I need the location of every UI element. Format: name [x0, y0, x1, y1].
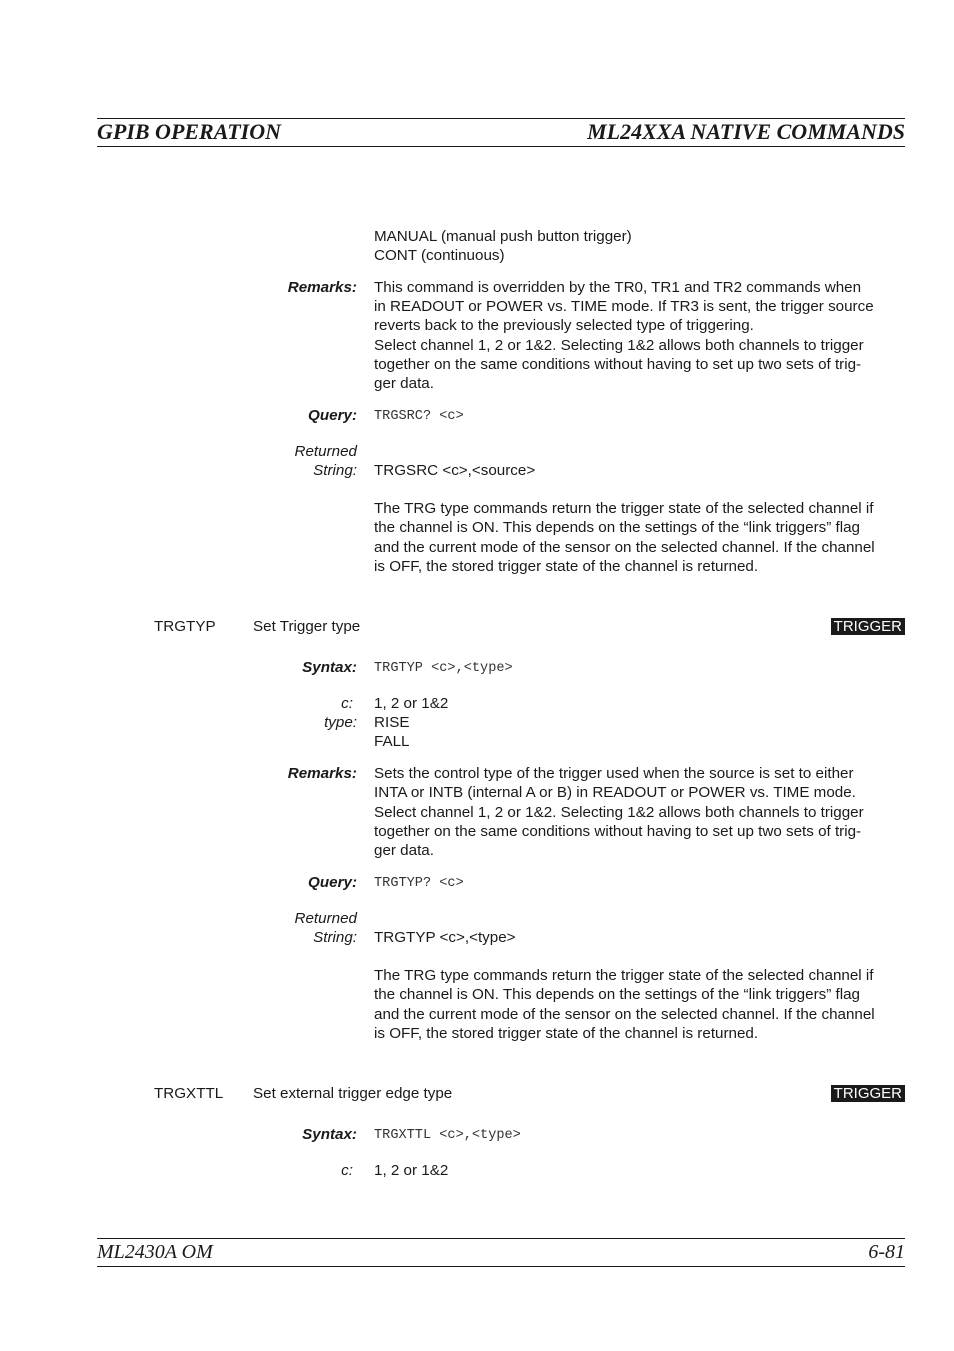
- remarks-line-2: in READOUT or POWER vs. TIME mode. If TR3 is sent, the trigger source: [374, 298, 874, 315]
- trgxttl-trigger-badge: TRIGGER: [831, 1085, 905, 1102]
- note-line-1: The TRG type commands return the trigger state of the selected channel if: [374, 500, 874, 517]
- remarks-line-5: together on the same conditions without having to set up two sets of trig-: [374, 356, 862, 373]
- trgtyp-remarks-line-2: INTA or INTB (internal A or B) in READOUT or POWER vs. TIME mode.: [374, 784, 856, 801]
- source-line-1: MANUAL (manual push button trigger): [374, 228, 632, 245]
- trgtyp-c-label: c:: [341, 695, 353, 712]
- trgtyp-command: TRGTYP: [154, 618, 216, 635]
- trgtyp-string-label: String:: [313, 929, 357, 946]
- trgxttl-syntax: TRGXTTL <c>,<type>: [374, 1128, 521, 1143]
- returned-string: TRGSRC <c>,<source>: [374, 462, 536, 479]
- remarks-line-1: This command is overridden by the TR0, TR1 and TR2 commands when: [374, 279, 862, 296]
- trgtyp-trigger-badge: TRIGGER: [831, 618, 905, 635]
- footer-left: ML2430A OM: [97, 1241, 213, 1263]
- trgtyp-note-line-3: and the current mode of the sensor on the selected channel. If the channel: [374, 1006, 875, 1023]
- note-line-2: the channel is ON. This depends on the settings of the “link triggers” flag: [374, 519, 860, 536]
- header-left-title: GPIB OPERATION: [97, 119, 281, 144]
- trgtyp-query-syntax: TRGTYP? <c>: [374, 876, 464, 891]
- string-label: String:: [313, 462, 357, 479]
- trgtyp-query-label: Query:: [308, 874, 357, 891]
- trgtyp-returned-label: Returned: [294, 910, 357, 927]
- trgxttl-c-label: c:: [341, 1162, 353, 1179]
- trgtyp-remarks-line-5: ger data.: [374, 842, 434, 859]
- header-bottom-rule: [97, 146, 905, 147]
- returned-label: Returned: [294, 443, 357, 460]
- trgtyp-type-label: type:: [324, 714, 357, 731]
- trgxttl-description: Set external trigger edge type: [253, 1085, 453, 1102]
- trgxttl-syntax-label: Syntax:: [302, 1126, 357, 1143]
- trgtyp-syntax-label: Syntax:: [302, 659, 357, 676]
- trgtyp-description: Set Trigger type: [253, 618, 361, 635]
- query-label: Query:: [308, 407, 357, 424]
- trgtyp-returned-string: TRGTYP <c>,<type>: [374, 929, 516, 946]
- footer-bottom-rule: [97, 1266, 905, 1267]
- trgtyp-remarks-label: Remarks:: [287, 765, 357, 782]
- footer-page-number: 6-81: [868, 1241, 905, 1263]
- trgtyp-type-rise: RISE: [374, 714, 410, 731]
- trgtyp-note-line-4: is OFF, the stored trigger state of the channel is returned.: [374, 1025, 759, 1042]
- remarks-line-3: reverts back to the previously selected type of triggering.: [374, 317, 754, 334]
- trgtyp-remarks-line-3: Select channel 1, 2 or 1&2. Selecting 1&2 allows both channels to trigger: [374, 804, 864, 821]
- header-right-title: ML24XXA NATIVE COMMANDS: [587, 119, 905, 144]
- note-line-4: is OFF, the stored trigger state of the channel is returned.: [374, 558, 759, 575]
- trgtyp-c-value: 1, 2 or 1&2: [374, 695, 449, 712]
- remarks-label: Remarks:: [287, 279, 357, 296]
- trgtyp-remarks-line-4: together on the same conditions without having to set up two sets of trig-: [374, 823, 862, 840]
- remarks-line-6: ger data.: [374, 375, 434, 392]
- footer-top-rule: [97, 1238, 905, 1239]
- trgxttl-command: TRGXTTL: [154, 1085, 224, 1102]
- query-syntax: TRGSRC? <c>: [374, 409, 464, 424]
- trgtyp-type-fall: FALL: [374, 733, 410, 750]
- trgtyp-syntax: TRGTYP <c>,<type>: [374, 661, 513, 676]
- trgtyp-remarks-line-1: Sets the control type of the trigger used when the source is set to either: [374, 765, 854, 782]
- note-line-3: and the current mode of the sensor on the selected channel. If the channel: [374, 539, 875, 556]
- remarks-line-4: Select channel 1, 2 or 1&2. Selecting 1&2 allows both channels to trigger: [374, 337, 864, 354]
- trgxttl-c-value: 1, 2 or 1&2: [374, 1162, 449, 1179]
- trgtyp-note-line-1: The TRG type commands return the trigger state of the selected channel if: [374, 967, 874, 984]
- source-line-2: CONT (continuous): [374, 247, 505, 264]
- trgtyp-note-line-2: the channel is ON. This depends on the settings of the “link triggers” flag: [374, 986, 860, 1003]
